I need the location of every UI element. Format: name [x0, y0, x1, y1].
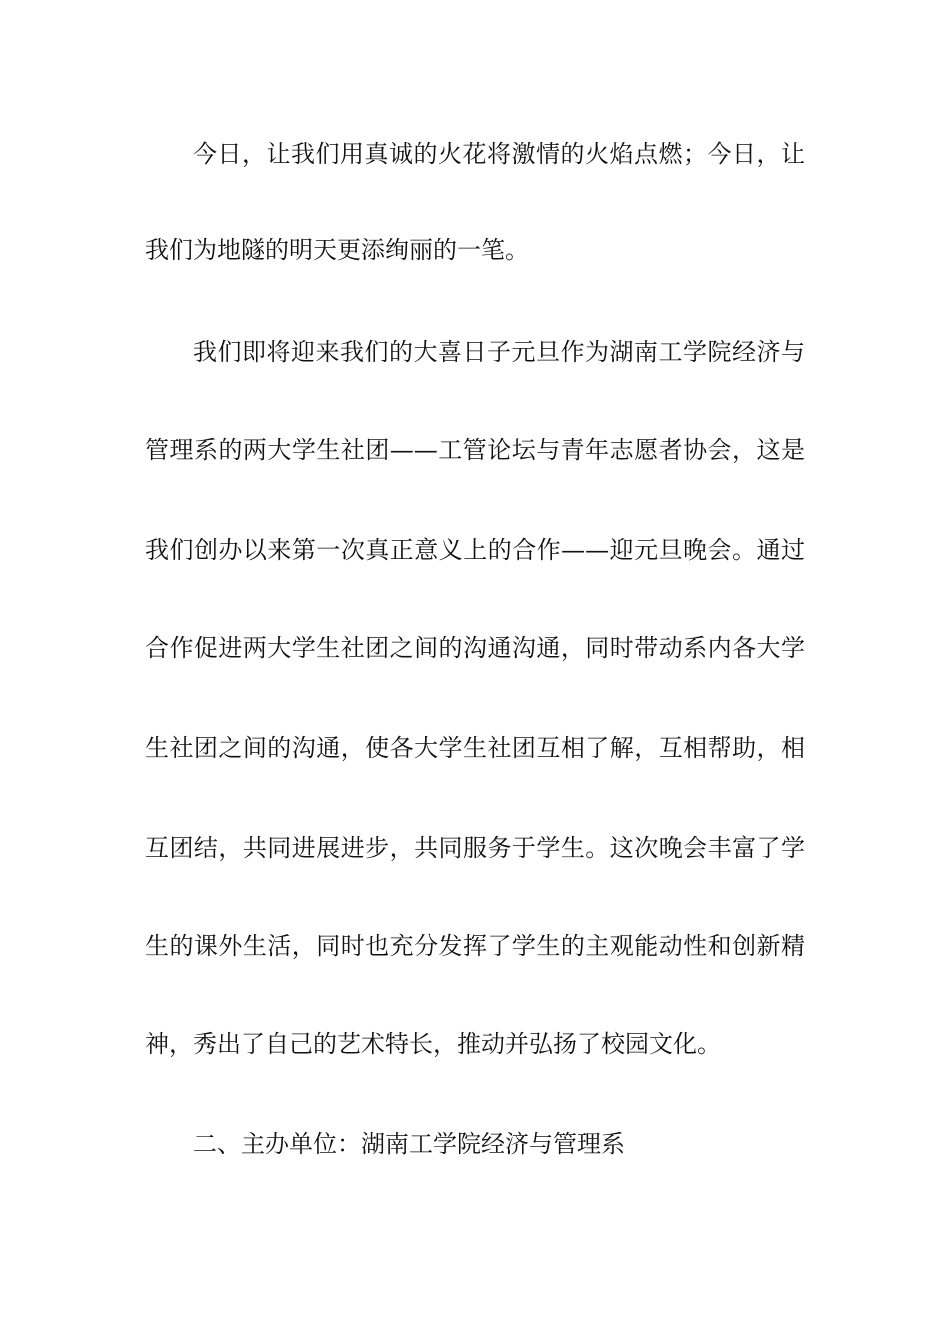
paragraph-2-line-2: 管理系的两大学生社团——工管论坛与青年志愿者协会，这是	[145, 436, 805, 464]
section-heading-organizer: 二、主办单位：湖南工学院经济与管理系	[193, 1130, 625, 1158]
paragraph-1-line-1: 今日，让我们用真诚的火花将激情的火焰点燃；今日，让	[193, 140, 805, 168]
paragraph-1-line-2: 我们为地隧的明天更添绚丽的一笔。	[145, 236, 529, 264]
paragraph-2-line-8: 神，秀出了自己的艺术特长，推动并弘扬了校园文化。	[145, 1030, 721, 1058]
paragraph-2-line-5: 生社团之间的沟通，使各大学生社团互相了解，互相帮助，相	[145, 734, 805, 762]
paragraph-2-line-3: 我们创办以来第一次真正意义上的合作——迎元旦晚会。通过	[145, 536, 805, 564]
paragraph-2-line-6: 互团结，共同进展进步，共同服务于学生。这次晚会丰富了学	[145, 834, 805, 862]
paragraph-2-line-7: 生的课外生活，同时也充分发挥了学生的主观能动性和创新精	[145, 932, 805, 960]
paragraph-2-line-1: 我们即将迎来我们的大喜日子元旦作为湖南工学院经济与	[193, 338, 805, 366]
paragraph-2-line-4: 合作促进两大学生社团之间的沟通沟通，同时带动系内各大学	[145, 634, 805, 662]
